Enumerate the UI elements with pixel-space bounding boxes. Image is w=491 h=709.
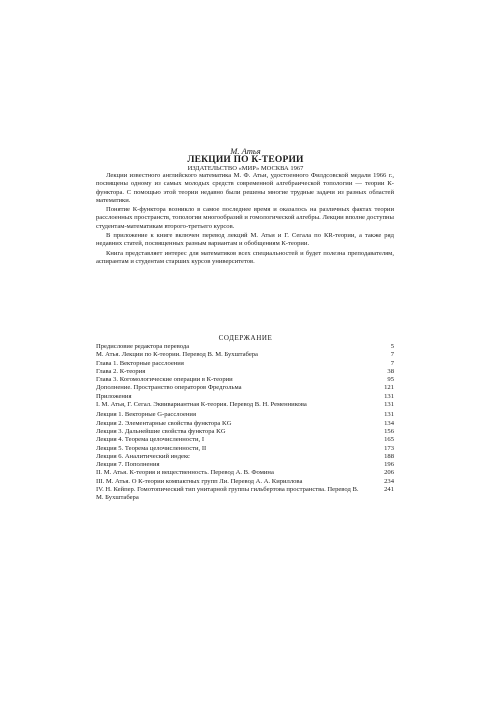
toc-heading: СОДЕРЖАНИЕ — [218, 334, 273, 342]
toc-entry — [96, 343, 394, 351]
toc-entry-title: I. М. Атья, Г. Сегал. Эквивариантная К-теория. Перевод В. Н. Ременникова — [96, 401, 307, 409]
toc-entry-page: 196 — [384, 461, 394, 469]
toc-entry — [96, 428, 394, 436]
toc-entry-title: IV. Н. Кейпер. Гомотопический тип унитарной группы гильбертова пространства. Перевод В. М. Бухштабера — [96, 486, 359, 502]
toc-entry — [96, 360, 394, 368]
abstract-paragraph: Лекции известного английского математика М. Ф. Атьи, удостоенного Филдсовской медали 1966 г., посвящены одному из самых молодых средств современной алгебраической топологии — теории К-функтора. С помощью этой теории недавно были решены многие трудные задачи из разных областей математики. — [96, 172, 394, 204]
toc-entry-page: 121 — [384, 384, 394, 392]
publisher-line: ИЗДАТЕЛЬСТВО «МИР» МОСКВА 1967 — [187, 165, 304, 172]
toc-entry-title: Лекция 4. Теорема целочисленности, I — [96, 436, 205, 444]
toc-entry-page: 173 — [384, 444, 394, 452]
toc-entry-page: 5 — [390, 343, 394, 350]
toc-entry-page: 206 — [384, 469, 394, 477]
toc-entry — [96, 411, 394, 419]
toc-entry-page: 234 — [384, 477, 394, 485]
toc-entry-page: 131 — [384, 392, 394, 400]
toc-entry-title: Приложения — [96, 392, 132, 400]
toc-entry-title: Лекция 7. Пополнения — [96, 461, 160, 469]
toc-entry-title: III. М. Атья. О К-теории компактных групп Ли. Перевод А. А. Кириллова — [96, 477, 303, 485]
toc-entry-title: Дополнение. Пространство операторов Фредгольма — [96, 384, 242, 392]
toc-entry-title: Лекция 1. Векторные G-расслоения — [96, 411, 196, 419]
toc-entry-page: 165 — [384, 436, 394, 444]
table-of-contents — [96, 343, 394, 503]
toc-entry-title: Лекция 2. Элементарные свойства функтора KG — [96, 419, 232, 427]
toc-entry-title: Лекция 6. Аналитический индекс — [96, 452, 190, 460]
toc-entry-title: Лекция 3. Дальнейшие свойства функтора KG — [96, 427, 226, 435]
toc-entry-page: 7 — [390, 351, 394, 359]
toc-entry-title: Лекция 5. Теорема целочисленности, II — [96, 444, 207, 452]
toc-entry — [96, 478, 394, 486]
abstract-paragraph: В приложение к книге включен перевод лекций М. Атьи и Г. Сегала по КR-теории, а также ряд недавних статей, посвященных разным вариантам и обобщениям К-теории. — [96, 232, 394, 248]
toc-entry-title: Глава 3. Когомологические операции в К-теории — [96, 376, 233, 384]
toc-entry — [96, 384, 394, 392]
toc-entry-page: 131 — [384, 411, 394, 419]
toc-entry — [96, 469, 394, 477]
toc-entry-title: Предисловие редактора перевода — [96, 343, 190, 350]
toc-entry-page: 7 — [390, 359, 394, 367]
abstract-paragraph: Понятие К-функтора возникло в самое последнее время и оказалось на различных фактах теории расслоенных пространств, топологии многообразий и гомологической алгебры. Лекции вполне доступны студентам-математикам второго-третьего курсов. — [96, 206, 394, 230]
toc-entry — [96, 401, 394, 409]
toc-entry-page: 134 — [384, 419, 394, 427]
toc-entry-page: 95 — [387, 376, 394, 384]
toc-entry-title: М. Атья. Лекции по К-теории. Перевод В. М. Бухштабера — [96, 351, 258, 359]
toc-entry — [96, 461, 394, 469]
toc-entry-page: 38 — [387, 367, 394, 375]
toc-entry-page: 188 — [384, 452, 394, 460]
toc-entry — [96, 420, 394, 428]
toc-entry-page: 156 — [384, 427, 394, 435]
toc-entry — [96, 453, 394, 461]
abstract — [96, 172, 394, 267]
toc-entry — [96, 351, 394, 359]
book-title: ЛЕКЦИИ ПО К-ТЕОРИИ — [187, 155, 304, 165]
toc-entry — [96, 445, 394, 453]
toc-entry — [96, 436, 394, 444]
toc-entry-title: Глава 1. Векторные расслоения — [96, 359, 184, 367]
toc-entry — [96, 393, 394, 401]
author-name: М. Атья — [230, 146, 261, 156]
abstract-paragraph: Книга представляет интерес для математиков всех специальностей и будет полезна преподавателям, аспирантам и студентам старших курсов университетов. — [96, 249, 394, 265]
toc-entry-title: II. М. Атья. К-теория и вещественность. Перевод А. В. Фомина — [96, 469, 274, 477]
toc-entry — [96, 368, 394, 376]
toc-entry-page: 131 — [384, 401, 394, 409]
toc-entry — [96, 486, 394, 503]
toc-entry-title: Глава 2. К-теория — [96, 367, 146, 375]
toc-entry — [96, 376, 394, 384]
toc-entry-page: 241 — [384, 486, 394, 494]
